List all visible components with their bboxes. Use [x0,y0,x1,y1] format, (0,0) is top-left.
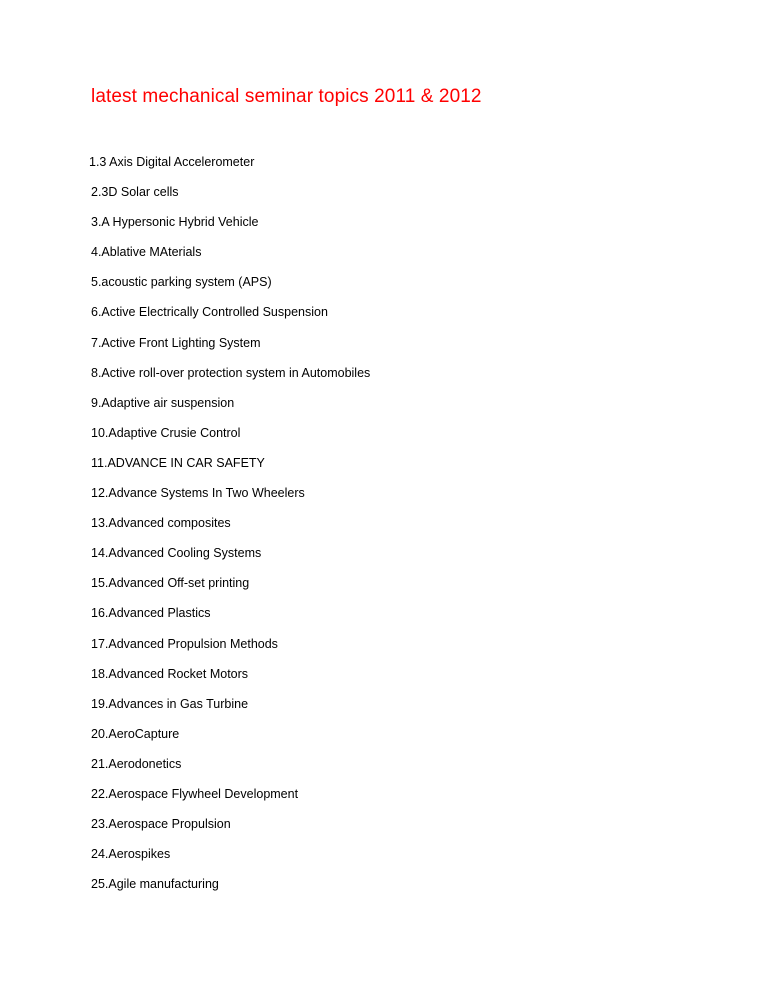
list-item: 22.Aerospace Flywheel Development [91,786,299,801]
list-item: 14.Advanced Cooling Systems [91,546,262,561]
list-item: 8.Active roll-over protection system in Automobiles [91,365,371,380]
list-item: 13.Advanced composites [91,516,231,531]
page-title: latest mechanical seminar topics 2011 & 2012 [91,86,482,107]
list-item: 3.A Hypersonic Hybrid Vehicle [91,215,259,230]
list-item: 6.Active Electrically Controlled Suspension [91,305,328,320]
list-item: 12.Advance Systems In Two Wheelers [91,486,305,501]
list-item: 7.Active Front Lighting System [91,335,261,350]
list-item: 1.3 Axis Digital Accelerometer [89,155,255,169]
list-item: 4.Ablative MAterials [91,245,202,260]
list-item: 11.ADVANCE IN CAR SAFETY [91,455,265,470]
list-item: 2.3D Solar cells [91,185,179,200]
list-item: 19.Advances in Gas Turbine [91,696,249,711]
list-item: 18.Advanced Rocket Motors [91,666,249,681]
list-item: 17.Advanced Propulsion Methods [91,636,278,651]
list-item: 15.Advanced Off-set printing [91,576,250,591]
list-item: 21.Aerodonetics [91,756,182,771]
list-item: 9.Adaptive air suspension [91,395,235,410]
list-item: 5.acoustic parking system (APS) [91,275,272,290]
list-item: 25.Agile manufacturing [91,877,219,892]
list-item: 23.Aerospace Propulsion [91,817,231,832]
topic-list [91,154,691,906]
list-item: 10.Adaptive Crusie Control [91,425,241,440]
list-item: 24.Aerospikes [91,847,171,862]
list-item: 20.AeroCapture [91,726,180,741]
list-item: 16.Advanced Plastics [91,606,211,621]
